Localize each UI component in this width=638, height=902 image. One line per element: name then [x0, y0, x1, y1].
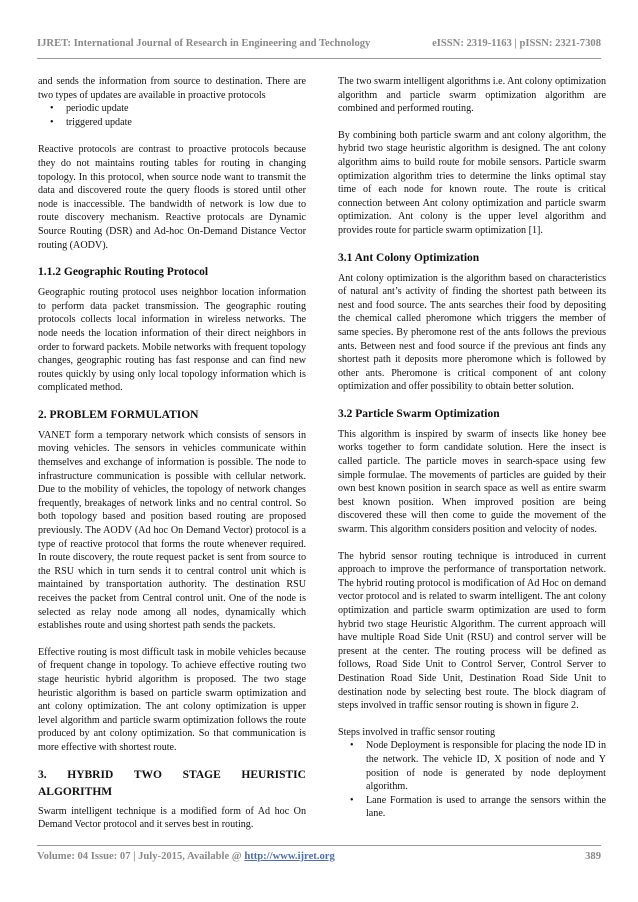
list-item: • Node Deployment is responsible for placing the node ID in the network. The vehicle ID, X position of node and Y position of node is generated by node deployment algorithm.	[338, 739, 606, 793]
update-types-list	[38, 102, 306, 129]
heading-word: HEURISTIC	[241, 768, 306, 781]
paragraph: The two swarm intelligent algorithms i.e. Ant colony optimization algorithm and particle swarm optimization algorithm are combined and performed routing.	[338, 76, 606, 115]
paragraph: Steps involved in traffic sensor routing	[338, 726, 496, 738]
volume-text: Volume: 04 Issue: 07 | July-2015, Available @	[37, 851, 245, 862]
section-heading: 3.1 Ant Colony Optimization	[338, 251, 480, 264]
steps-list	[338, 739, 606, 821]
paragraph: Geographic routing protocol uses neighbor location information to perform data packet transmission. The geographic routing protocols collects local information in wireless networks. The node needs the location information of their direct neighbors in order to forward packets. Mobile networks with frequent topology changes, geographic routing has fast response and can find new routes quickly by using only local topology information which is complicated method.	[38, 287, 306, 394]
paragraph: VANET form a temporary network which consists of sensors in moving vehicles. The sensors in vehicles communicate within themselves and exchange of information is possible. The node to infrastructure communication is possible with cellular network. Due to the mobility of vehicles, the topology of network changes frequently, breakages of network links and no central control. So both topology based and position based routing are proposed previously. The AODV (Ad hoc On Demand Vector) protocol is a type of reactive protocol that forms the route whenever required. In route discovery, the route request packet is sent from source to the RSU which in turn sends it to central control unit which is maintained by transportation authority. The destination RSU receives the packet from Central control unit. One of the node is selected as relay node among all nodes, dynamically which establishes route and using shortest path sends the packets.	[38, 429, 306, 632]
issn-text: eISSN: 2319-1163 | pISSN: 2321-7308	[432, 38, 601, 49]
page-number: 389	[585, 851, 601, 862]
paragraph: Effective routing is most difficult task in mobile vehicles because of frequent change in topology. To achieve effective routing two stage heuristic hybrid algorithm is proposed. The two stage heuristic algorithm is based on particle swarm optimization and ant colony optimization. The ant colony optimization is upper level algorithm and particle swarm optimization follows the route produced by ant colony optimization. So that communication is more effective with shortest route.	[38, 646, 306, 753]
right-column	[338, 75, 606, 833]
paragraph: The hybrid sensor routing technique is introduced in current approach to improve the performance of transportation network. The hybrid routing protocol is modification of Ad Hoc on demand vector protocol and is related to swarm intelligent. The ant colony optimization and particle swarm optimization are used to form hybrid two stage Heuristic Algorithm. The current approach will have multiple Road Side Unit (RSU) and control server will be present at the center. The routing process will be defined as follows, Road Side Unit to Control Server, Control Server to Destination Road Side Unit, Destination Road Side Unit to destination node by selecting best route. The block diagram of steps involved in traffic sensor routing is shown in figure 2.	[338, 550, 606, 712]
footer-divider	[37, 845, 601, 846]
journal-link[interactable]: http://www.ijret.org	[244, 851, 335, 862]
section-heading-continued: ALGORITHM	[38, 785, 113, 798]
footer-volume	[37, 851, 335, 862]
paragraph: Swarm intelligent technique is a modified form of Ad hoc On Demand Vector protocol and it serves best in routing.	[38, 805, 306, 831]
header-divider	[37, 58, 601, 59]
list-item: • Lane Formation is used to arrange the sensors within the lane.	[338, 794, 606, 821]
paragraph: Ant colony optimization is the algorithm based on characteristics of natural ant’s activity of finding the shortest path between its nest and food source. The ants searches their food by depositing the chemical called pheromone which triggers the member of same species. By pheromone rest of the ants follows the previous ants. Between nest and food source if the previous ant finds any shortest path it deposits more pheromone which is followed by other ants. Pheromone is critical component of ant colony optimization and offer possibility to obtain better solution.	[338, 272, 606, 393]
paragraph: Reactive protocols are contrast to proactive protocols because they do not maintains routing tables for routing in changing topology. In this protocol, when source node want to transmit the data and discovered route the query floods is stored until other node is inaccessible. The bandwidth of network is low due to route discovery mechanism. Reactive protocals are Dynamic Source Routing (DSR) and Ad-hoc On-Demand Distance Vector routing (AODV).	[38, 144, 306, 251]
paragraph: and sends the information from source to destination. There are two types of updates are available in proactive protocols	[38, 76, 306, 101]
list-item: • periodic update	[38, 102, 306, 116]
section-heading: 3.2 Particle Swarm Optimization	[338, 407, 500, 420]
section-heading: 1.1.2 Geographic Routing Protocol	[38, 266, 209, 279]
heading-word: 3.	[38, 768, 47, 781]
heading-word: HYBRID	[67, 768, 114, 781]
journal-title: IJRET: International Journal of Research in Engineering and Technology	[37, 38, 371, 49]
left-column	[38, 75, 306, 845]
section-heading: 2. PROBLEM FORMULATION	[38, 408, 199, 421]
list-item: • triggered update	[38, 116, 306, 130]
heading-word: TWO	[133, 768, 163, 781]
paragraph: By combining both particle swarm and ant colony algorithm, the hybrid two stage heuristic algorithm is designed. The ant colony algorithm aims to build route for mobile sensors. Particle swarm optimization algorithm tries to determine the links optimal stay time of each node for known route. The route is critical connection between Ant colony optimization and particle swarm optimization. Ant colony is the upper level algorithm and provides route for particle swarm optimization [1].	[338, 129, 606, 236]
paragraph: This algorithm is inspired by swarm of insects like honey bee works together to form candidate solution. Here the insect is called particle. The particle moves in search-space using few simple formulae. The movements of particles are guided by their own best known position in search space as well as entire swarm best known position. When improved position are being discovered these will then come to guide the movement of the swarm. This algorithm considers position and velocity of nodes.	[338, 428, 606, 536]
heading-word: STAGE	[182, 768, 221, 781]
section-heading	[38, 768, 306, 782]
